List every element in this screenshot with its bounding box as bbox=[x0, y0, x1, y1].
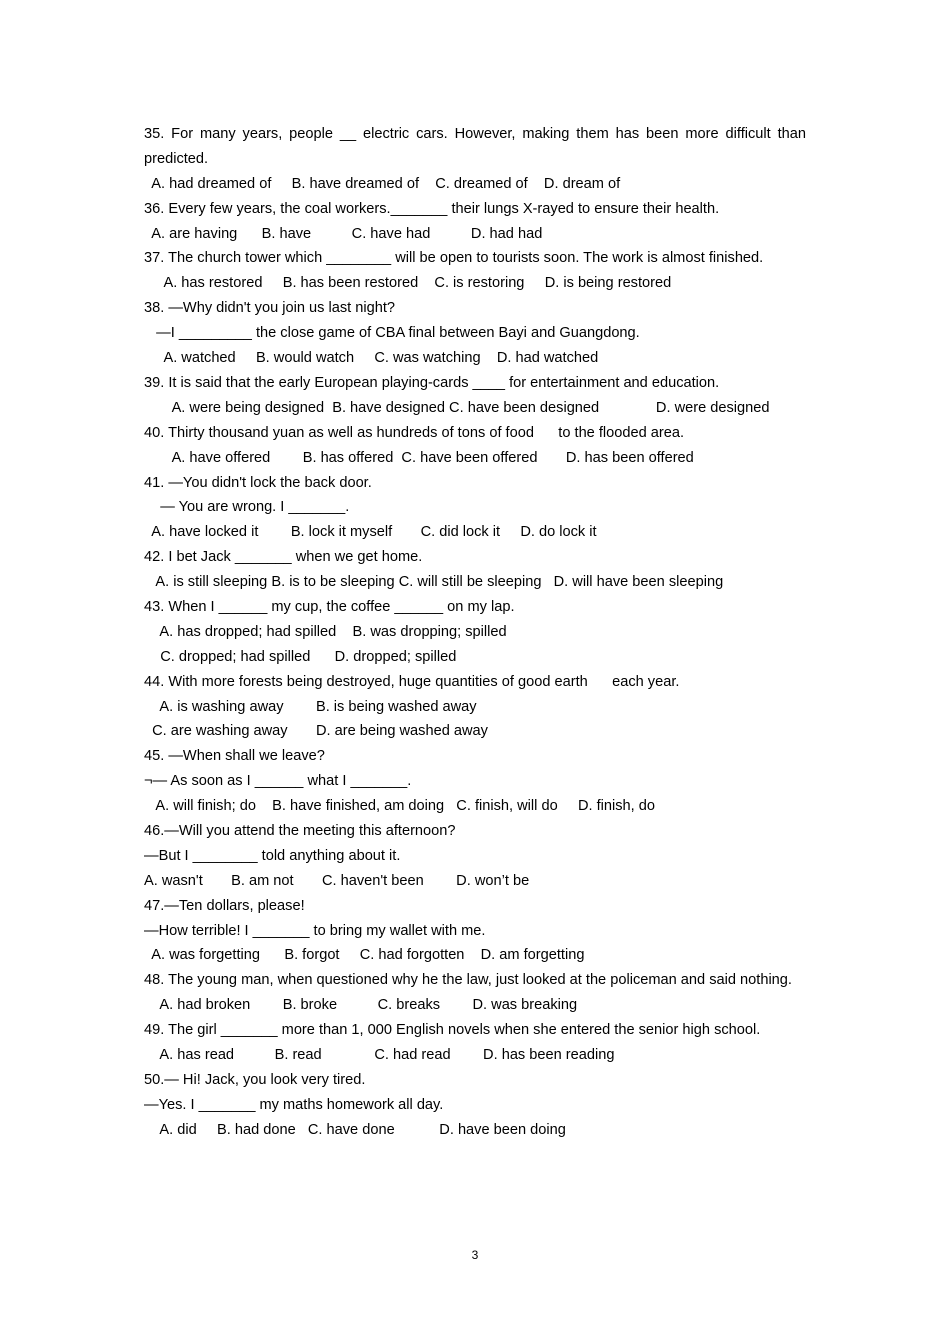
question-44-options-ab: A. is washing away B. is being washed away bbox=[144, 698, 477, 715]
question-46-reply: —But I ________ told anything about it. bbox=[144, 847, 401, 864]
question-39-options: A. were being designed B. have designed C. have been designed D. were designed bbox=[144, 399, 770, 416]
question-47-reply: —How terrible! I _______ to bring my wallet with me. bbox=[144, 922, 486, 939]
question-45: 45. —When shall we leave? bbox=[144, 748, 325, 765]
question-41-options: A. have locked it B. lock it myself C. did lock it D. do lock it bbox=[144, 524, 597, 541]
page-number: 3 bbox=[471, 1248, 479, 1262]
question-41: 41. —You didn't lock the back door. bbox=[144, 474, 372, 491]
question-50-options: A. did B. had done C. have done D. have been doing bbox=[144, 1121, 566, 1138]
question-41-reply: — You are wrong. I _______. bbox=[144, 499, 350, 516]
question-39: 39. It is said that the early European playing-cards ____ for entertainment and education. bbox=[144, 374, 720, 391]
question-47: 47.—Ten dollars, please! bbox=[144, 897, 305, 914]
question-35-options: A. had dreamed of B. have dreamed of C. dreamed of D. dream of bbox=[144, 175, 621, 192]
question-50: 50.— Hi! Jack, you look very tired. bbox=[144, 1071, 366, 1088]
question-45-reply: ¬— As soon as I ______ what I _______. bbox=[144, 773, 412, 790]
question-38: 38. —Why didn't you join us last night? bbox=[144, 300, 396, 317]
question-48-options: A. had broken B. broke C. breaks D. was breaking bbox=[144, 997, 578, 1014]
question-43-options-cd: C. dropped; had spilled D. dropped; spilled bbox=[144, 648, 457, 665]
question-list bbox=[144, 122, 806, 1143]
question-43-options-ab: A. has dropped; had spilled B. was dropping; spilled bbox=[144, 623, 507, 640]
question-43: 43. When I ______ my cup, the coffee ______ on my lap. bbox=[144, 598, 515, 615]
question-36: 36. Every few years, the coal workers._______ their lungs X-rayed to ensure their health. bbox=[144, 200, 720, 217]
question-46-options: A. wasn't B. am not C. haven't been D. won’t be bbox=[144, 872, 530, 889]
question-35: 35. For many years, people __ electric cars. However, making them has been more difficult than predicted. bbox=[144, 126, 806, 167]
question-48: 48. The young man, when questioned why he the law, just looked at the policeman and said nothing. bbox=[144, 972, 792, 989]
question-37-options: A. has restored B. has been restored C. is restoring D. is being restored bbox=[144, 275, 672, 292]
question-47-options: A. was forgetting B. forgot C. had forgotten D. am forgetting bbox=[144, 947, 585, 964]
question-45-options: A. will finish; do B. have finished, am doing C. finish, will do D. finish, do bbox=[144, 798, 656, 815]
question-42: 42. I bet Jack _______ when we get home. bbox=[144, 549, 423, 566]
question-40-options: A. have offered B. has offered C. have been offered D. has been offered bbox=[144, 449, 694, 466]
question-49-options: A. has read B. read C. had read D. has been reading bbox=[144, 1047, 615, 1063]
question-46: 46.—Will you attend the meeting this afternoon? bbox=[144, 822, 456, 839]
question-49: 49. The girl _______ more than 1, 000 English novels when she entered the senior high school. bbox=[144, 1022, 761, 1039]
question-42-options: A. is still sleeping B. is to be sleeping C. will still be sleeping D. will have been sleeping bbox=[144, 574, 724, 591]
question-36-options: A. are having B. have C. have had D. had had bbox=[144, 225, 543, 242]
question-50-reply: —Yes. I _______ my maths homework all day. bbox=[144, 1096, 444, 1113]
question-40: 40. Thirty thousand yuan as well as hundreds of tons of food to the flooded area. bbox=[144, 424, 685, 441]
question-38-options: A. watched B. would watch C. was watching D. had watched bbox=[144, 350, 599, 367]
question-44-options-cd: C. are washing away D. are being washed away bbox=[144, 723, 488, 740]
question-38-reply: —I _________ the close game of CBA final between Bayi and Guangdong. bbox=[144, 325, 640, 342]
question-37: 37. The church tower which ________ will be open to tourists soon. The work is almost finished. bbox=[144, 250, 764, 267]
question-44: 44. With more forests being destroyed, huge quantities of good earth each year. bbox=[144, 673, 680, 690]
